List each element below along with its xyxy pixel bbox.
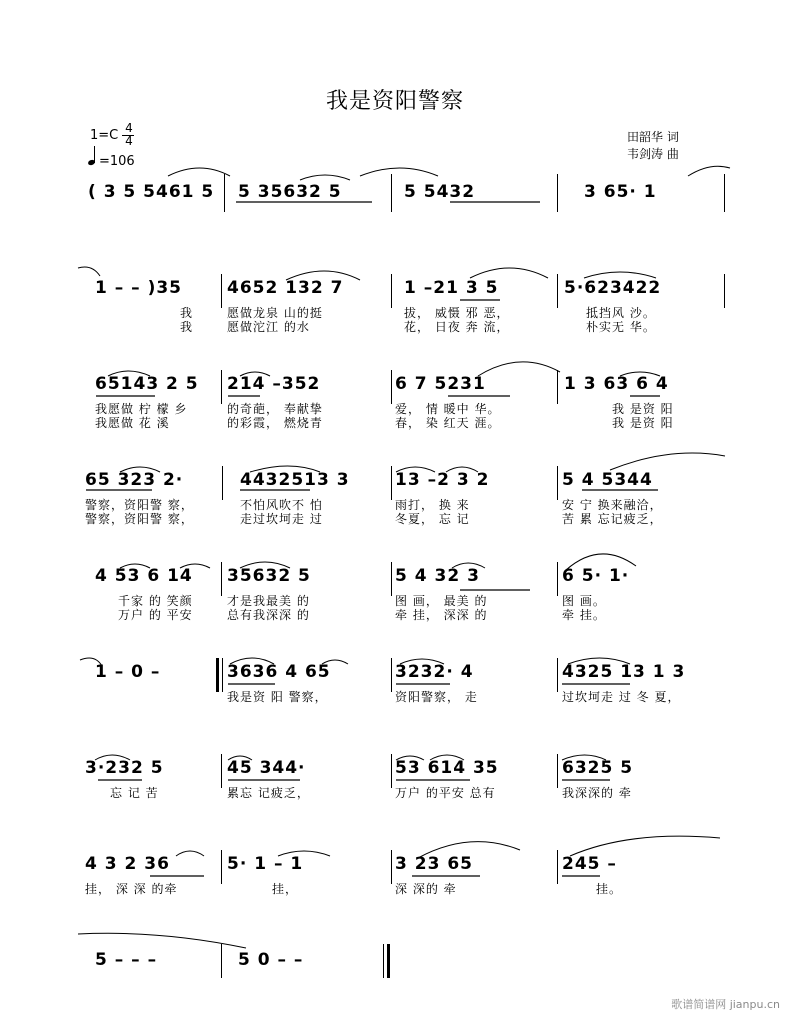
composer-credit: 韦剑涛 曲 [627,147,679,161]
slur-arc [240,372,270,376]
slur-arc [95,755,130,760]
measure-2-notes: 4432513 3 [240,470,350,490]
slur-arc [240,562,290,568]
slur-arc [584,272,656,278]
lyric-verse-1: 深 深的 牵 [395,882,457,896]
lyric-verse-1: 挂。 [596,882,623,896]
slur-arc [418,842,520,858]
lyric-verse-2: 春， 染 红天 涯。 [395,416,501,430]
measure-4-notes: 6325 5 [562,758,634,778]
lyric-verse-1: 挂， [272,882,299,896]
slur-arc [286,271,360,280]
lyric-verse-1: 我愿做 柠 檬 乡 [95,402,188,416]
slur-arc [278,851,330,856]
lyric-verse-2: 苦 累 忘记疲乏， [562,512,663,526]
lyric-verse-1: 忘 记 苦 [110,786,159,800]
lyric-verse-1: 爱， 情 暖中 华。 [395,402,501,416]
lyric-verse-1: 万户 的平安 总有 [395,786,496,800]
measure-4-notes: 5 4 5344 [562,470,653,490]
measure-2-notes: 4652 132 7 [227,278,344,298]
lyric-verse-2: 的彩霞， 燃烧青 [227,416,323,430]
slur-arc [228,756,252,760]
measure-3-notes: 13 –2 3 2 [395,470,490,490]
measure-1-notes: 1 – – )35 [95,278,183,298]
slur-arc [168,168,230,176]
song-title: 我是资阳警察 [325,89,464,114]
lyric-verse-2: 走过坎坷走 过 [240,512,323,526]
measure-1-notes: 4 53 6 14 [95,566,193,586]
lyric-verse-2: 牵 挂。 [562,608,606,622]
lyric-verse-2: 花， 日夜 奔 流， [404,320,510,334]
slur-arc [470,268,548,278]
lyric-verse-1: 千家 的 笑颜 [118,594,193,608]
slur-arc [360,168,438,176]
slur-arc [322,660,348,664]
measure-2-notes: 35632 5 [227,566,311,586]
measure-3-notes: 3232· 4 [395,662,474,682]
measure-3-notes: 6 7 5231 [395,374,486,394]
lyric-verse-2: 冬夏， 忘 记 [395,512,470,526]
lyric-verse-2: 牵 挂， 深深 的 [395,608,488,622]
slur-arc [120,467,160,472]
slur-arc [120,564,150,568]
slur-arc [570,836,720,856]
lyric-verse-1: 我 是资 阳 [612,402,674,416]
measure-3-notes: 1 –21 3 5 [404,278,499,298]
lyric-verse-1: 警察，资阳警 察， [85,498,194,512]
slur-arc [568,658,630,664]
slur-arc [562,755,606,760]
time-signature-top: 4 [125,121,133,135]
measure-2-notes: 3636 4 65 [227,662,331,682]
lyric-verse-1: 图 画， 最美 的 [395,594,488,608]
slur-arc [176,851,204,856]
lyric-verse-2: 总有我深深 的 [227,608,310,622]
site-watermark: 歌谱简谱网 jianpu.cn [671,998,780,1011]
slur-arc [108,371,150,376]
lyric-verse-2: 朴实无 华。 [586,320,656,334]
lyric-verse-2: 我 是资 阳 [612,416,674,430]
slur-arc [452,563,485,568]
measure-1-notes: 5 – – – [95,950,158,970]
lyric-verse-1: 图 画。 [562,594,606,608]
lyric-verse-1: 累忘 记疲乏， [227,786,310,800]
measure-3-notes: 5 5432 [404,182,476,202]
measure-3-notes: 53 614 35 [395,758,499,778]
lyric-verse-2: 警察，资阳警 察， [85,512,194,526]
measure-2-notes: 5· 1 – 1 [227,854,304,874]
slur-arc [430,755,464,760]
slur-arc [396,467,435,472]
measure-3-notes: 5 4 32 3 [395,566,480,586]
slur-arc [400,659,444,664]
slur-arc [688,166,730,176]
measure-1-notes: 65143 2 5 [95,374,199,394]
lyric-verse-2: 愿做沱江 的水 [227,320,310,334]
measure-1-notes: 1 – 0 – [95,662,161,682]
lyric-verse-2: 我愿做 花 溪 [95,416,170,430]
lyric-verse-1: 我 [180,306,194,320]
lyric-verse-1: 拔， 威慑 邪 恶， [404,306,510,320]
lyric-verse-1: 我深深的 牵 [562,786,632,800]
slur-arc [78,267,100,276]
measure-1-notes: 3·232 5 [85,758,164,778]
lyric-verse-1: 挂， 深 深 的牵 [85,882,178,896]
slur-arc [446,467,478,472]
lyric-verse-1: 雨打， 换 来 [395,498,470,512]
lyric-verse-1: 过坎坷走 过 冬 夏， [562,690,681,704]
measure-4-notes: 6 5· 1· [562,566,630,586]
measure-1-notes: 4 3 2 36 [85,854,170,874]
slur-arc [620,372,660,376]
measure-3-notes: 3 23 65 [395,854,473,874]
lyric-verse-1: 安 宁 换来融洽， [562,498,663,512]
time-signature-bottom: 4 [125,134,133,148]
key-signature: 1=C [90,128,119,143]
measure-1-notes: ( 3 5 5461 5 [88,182,215,202]
slur-arc [250,466,320,472]
slur-arc [396,756,424,760]
measure-2-notes: 5 35632 5 [238,182,342,202]
lyric-verse-2: 万户 的 平安 [118,608,193,622]
measure-2-notes: 214 –352 [227,374,321,394]
slur-arc [300,175,350,180]
slur-arc [566,554,636,570]
slur-arc [180,564,210,568]
measure-2-notes: 45 344· [227,758,306,778]
lyric-verse-1: 的奇葩， 奉献挚 [227,402,323,416]
measure-4-notes: 245 – [562,854,617,874]
slur-arc [478,362,560,376]
slur-arc [80,658,102,666]
measure-4-notes: 4325 13 1 3 [562,662,686,682]
measure-4-notes: 3 65· 1 [584,182,657,202]
lyric-verse-1: 抵挡风 沙。 [586,306,656,320]
slur-arc [610,453,725,470]
tempo-marking: =106 [99,154,135,169]
measure-2-notes: 5 0 – – [238,950,304,970]
measure-4-notes: 1 3 63 6 4 [564,374,669,394]
measure-4-notes: 5·623422 [564,278,662,298]
lyric-verse-1: 愿做龙泉 山的挺 [227,306,323,320]
lyric-verse-1: 资阳警察， 走 [395,690,478,704]
lyric-verse-2: 我 [180,320,194,334]
slur-arc [230,658,274,664]
slur-arc [78,933,246,948]
lyricist-credit: 田韶华 词 [627,130,679,144]
measure-1-notes: 65 323 2· [85,470,184,490]
lyric-verse-1: 才是我最美 的 [227,594,310,608]
lyric-verse-1: 我是资 阳 警察， [227,690,328,704]
lyric-verse-1: 不怕风吹不 怕 [240,498,323,512]
